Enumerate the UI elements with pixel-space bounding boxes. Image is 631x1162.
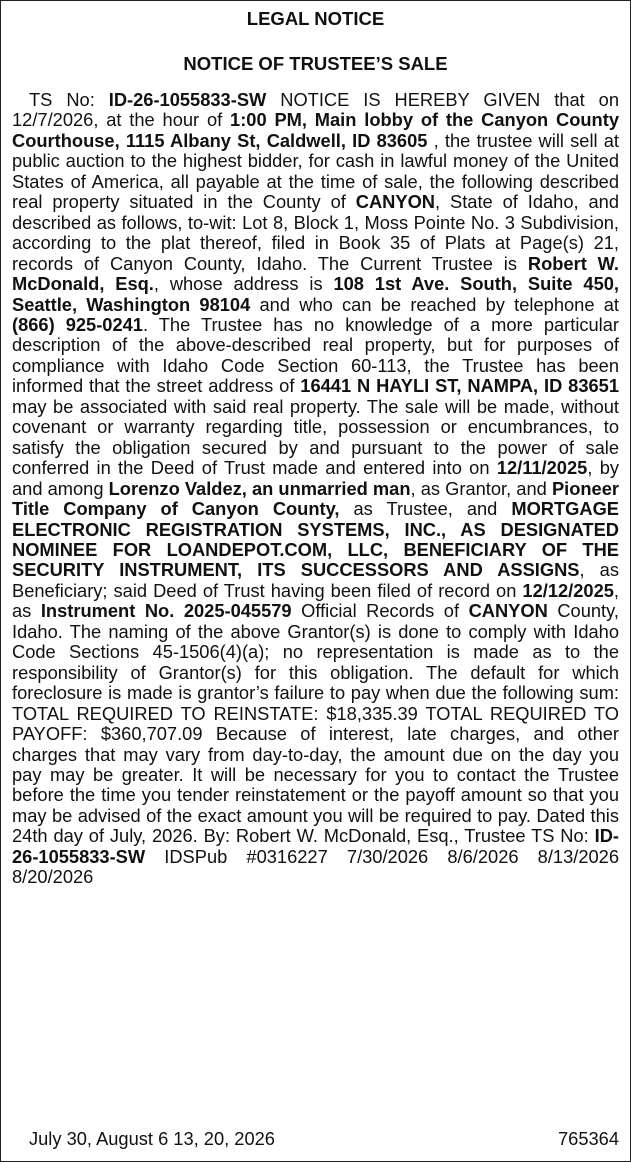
body-bold-segment: Instrument No. 2025-045579 [40, 600, 292, 622]
body-bold-segment: Robert W. McDonald, Esq. [12, 252, 619, 295]
body-text-segment: Official Records of [291, 600, 469, 622]
body-text-segment: , as Beneficiary; said Deed of Trust having been filed of record on [12, 559, 619, 601]
body-text-segment: , whose address is [153, 273, 334, 295]
body-bold-segment: Lorenzo Valdez, an unmarried man [108, 477, 411, 499]
body-bold-segment: ID-26-1055833-SW [108, 89, 267, 110]
body-bold-segment: 12/11/2025 [496, 457, 588, 479]
body-bold-segment: Pioneer Title Company of Canyon County, [12, 477, 619, 520]
body-text-segment: , State of Idaho, and described as follows, to-wit: Lot 8, Block 1, Moss Pointe No. 3 Subdivision, according to the plat thereof, filed in Book 35 of Plats at Page(s) 21, records of Canyon County, Idaho. The Current Trustee is [12, 191, 620, 274]
body-text-segment: County, Idaho. The naming of the above Grantor(s) is done to comply with Idaho Code Sections 45-1506(4)(a); no representation is made as to the responsibility of Grantor(s) for this obligation. The default for which foreclosure is made is grantor’s failure to pay when due the following sum: TOTAL REQUIRED TO REINSTATE: $18,335.39 TOTAL REQUIRED TO PAYOFF: $360,707.09 Because of interest, late charges, and other charges that may vary from day-to-day, the amount due on the day you pay may be greater. It will be necessary for you to contact the Trustee before the time you tender reinstatement or the payoff amount so that you may be advised of the exact amount you will be required to pay. Dated this 24th day of July, 2026. By: Robert W. McDonald, Esq., Trustee TS No: [12, 600, 619, 847]
notice-footer [29, 1128, 619, 1150]
body-text-segment: NOTICE IS HEREBY GIVEN that on 12/7/2026, at the hour of [12, 89, 620, 131]
body-text-segment: IDSPub #0316227 7/30/2026 8/6/2026 8/13/2026 8/20/2026 [12, 845, 619, 888]
notice-label: LEGAL NOTICE [246, 8, 385, 29]
body-bold-segment: ID-26-1055833-SW [12, 825, 619, 867]
body-text-segment: , by and among [12, 457, 619, 499]
body-bold-segment: MORTGAGE ELECTRONIC REGISTRATION SYSTEMS, INC., AS DESIGNATED NOMINEE FOR LOANDEPOT.COM, LLC, BENEFICIARY OF THE SECURITY INSTRUMENT, ITS SUCCESSORS AND ASSIGNS [12, 498, 619, 581]
body-bold-segment: CANYON [468, 600, 548, 622]
body-text-segment: , as [12, 579, 619, 622]
body-text-segment: . The Trustee has no knowledge of a more particular description of the above-described real property, but for purposes of compliance with Idaho Code Section 60-113, the Trustee has been informed that the street address of [12, 313, 620, 397]
notice-body [12, 90, 619, 888]
body-text-segment: and who can be reached by telephone at [250, 293, 619, 315]
body-bold-segment: CANYON [355, 191, 436, 213]
body-text-segment: , the trustee will sell at public auction to the highest bidder, for cash in lawful money of the United States of America, all payable at the time of sale, the following described real property situated in the County of [12, 129, 619, 213]
body-text-segment: may be associated with said real property. The sale will be made, without covenant or warranty regarding title, possession or encumbrances, to satisfy the obligation secured by and pursuant to the power of sale conferred in the Deed of Trust made and entered into on [12, 395, 619, 479]
body-bold-segment: 12/12/2025 [522, 579, 614, 601]
publication-dates: July 30, August 6 13, 20, 2026 [29, 1128, 275, 1149]
body-text-segment: TS No: [29, 89, 109, 110]
body-bold-segment: (866) 925-0241 [12, 313, 143, 335]
body-text-segment: , as Grantor, and [410, 477, 552, 499]
body-bold-segment: 1:00 PM, Main lobby of the Canyon County Courthouse, 1115 Albany St, Caldwell, ID 83605 [12, 109, 619, 151]
ad-number: 765364 [557, 1128, 619, 1149]
notice-title: NOTICE OF TRUSTEE’S SALE [183, 53, 448, 74]
body-text-segment: as Trustee, and [339, 498, 512, 520]
body-bold-segment: 108 1st Ave. South, Suite 450, Seattle, Washington 98104 [12, 273, 620, 315]
body-bold-segment: 16441 N HAYLI ST, NAMPA, ID 83651 [300, 375, 619, 397]
